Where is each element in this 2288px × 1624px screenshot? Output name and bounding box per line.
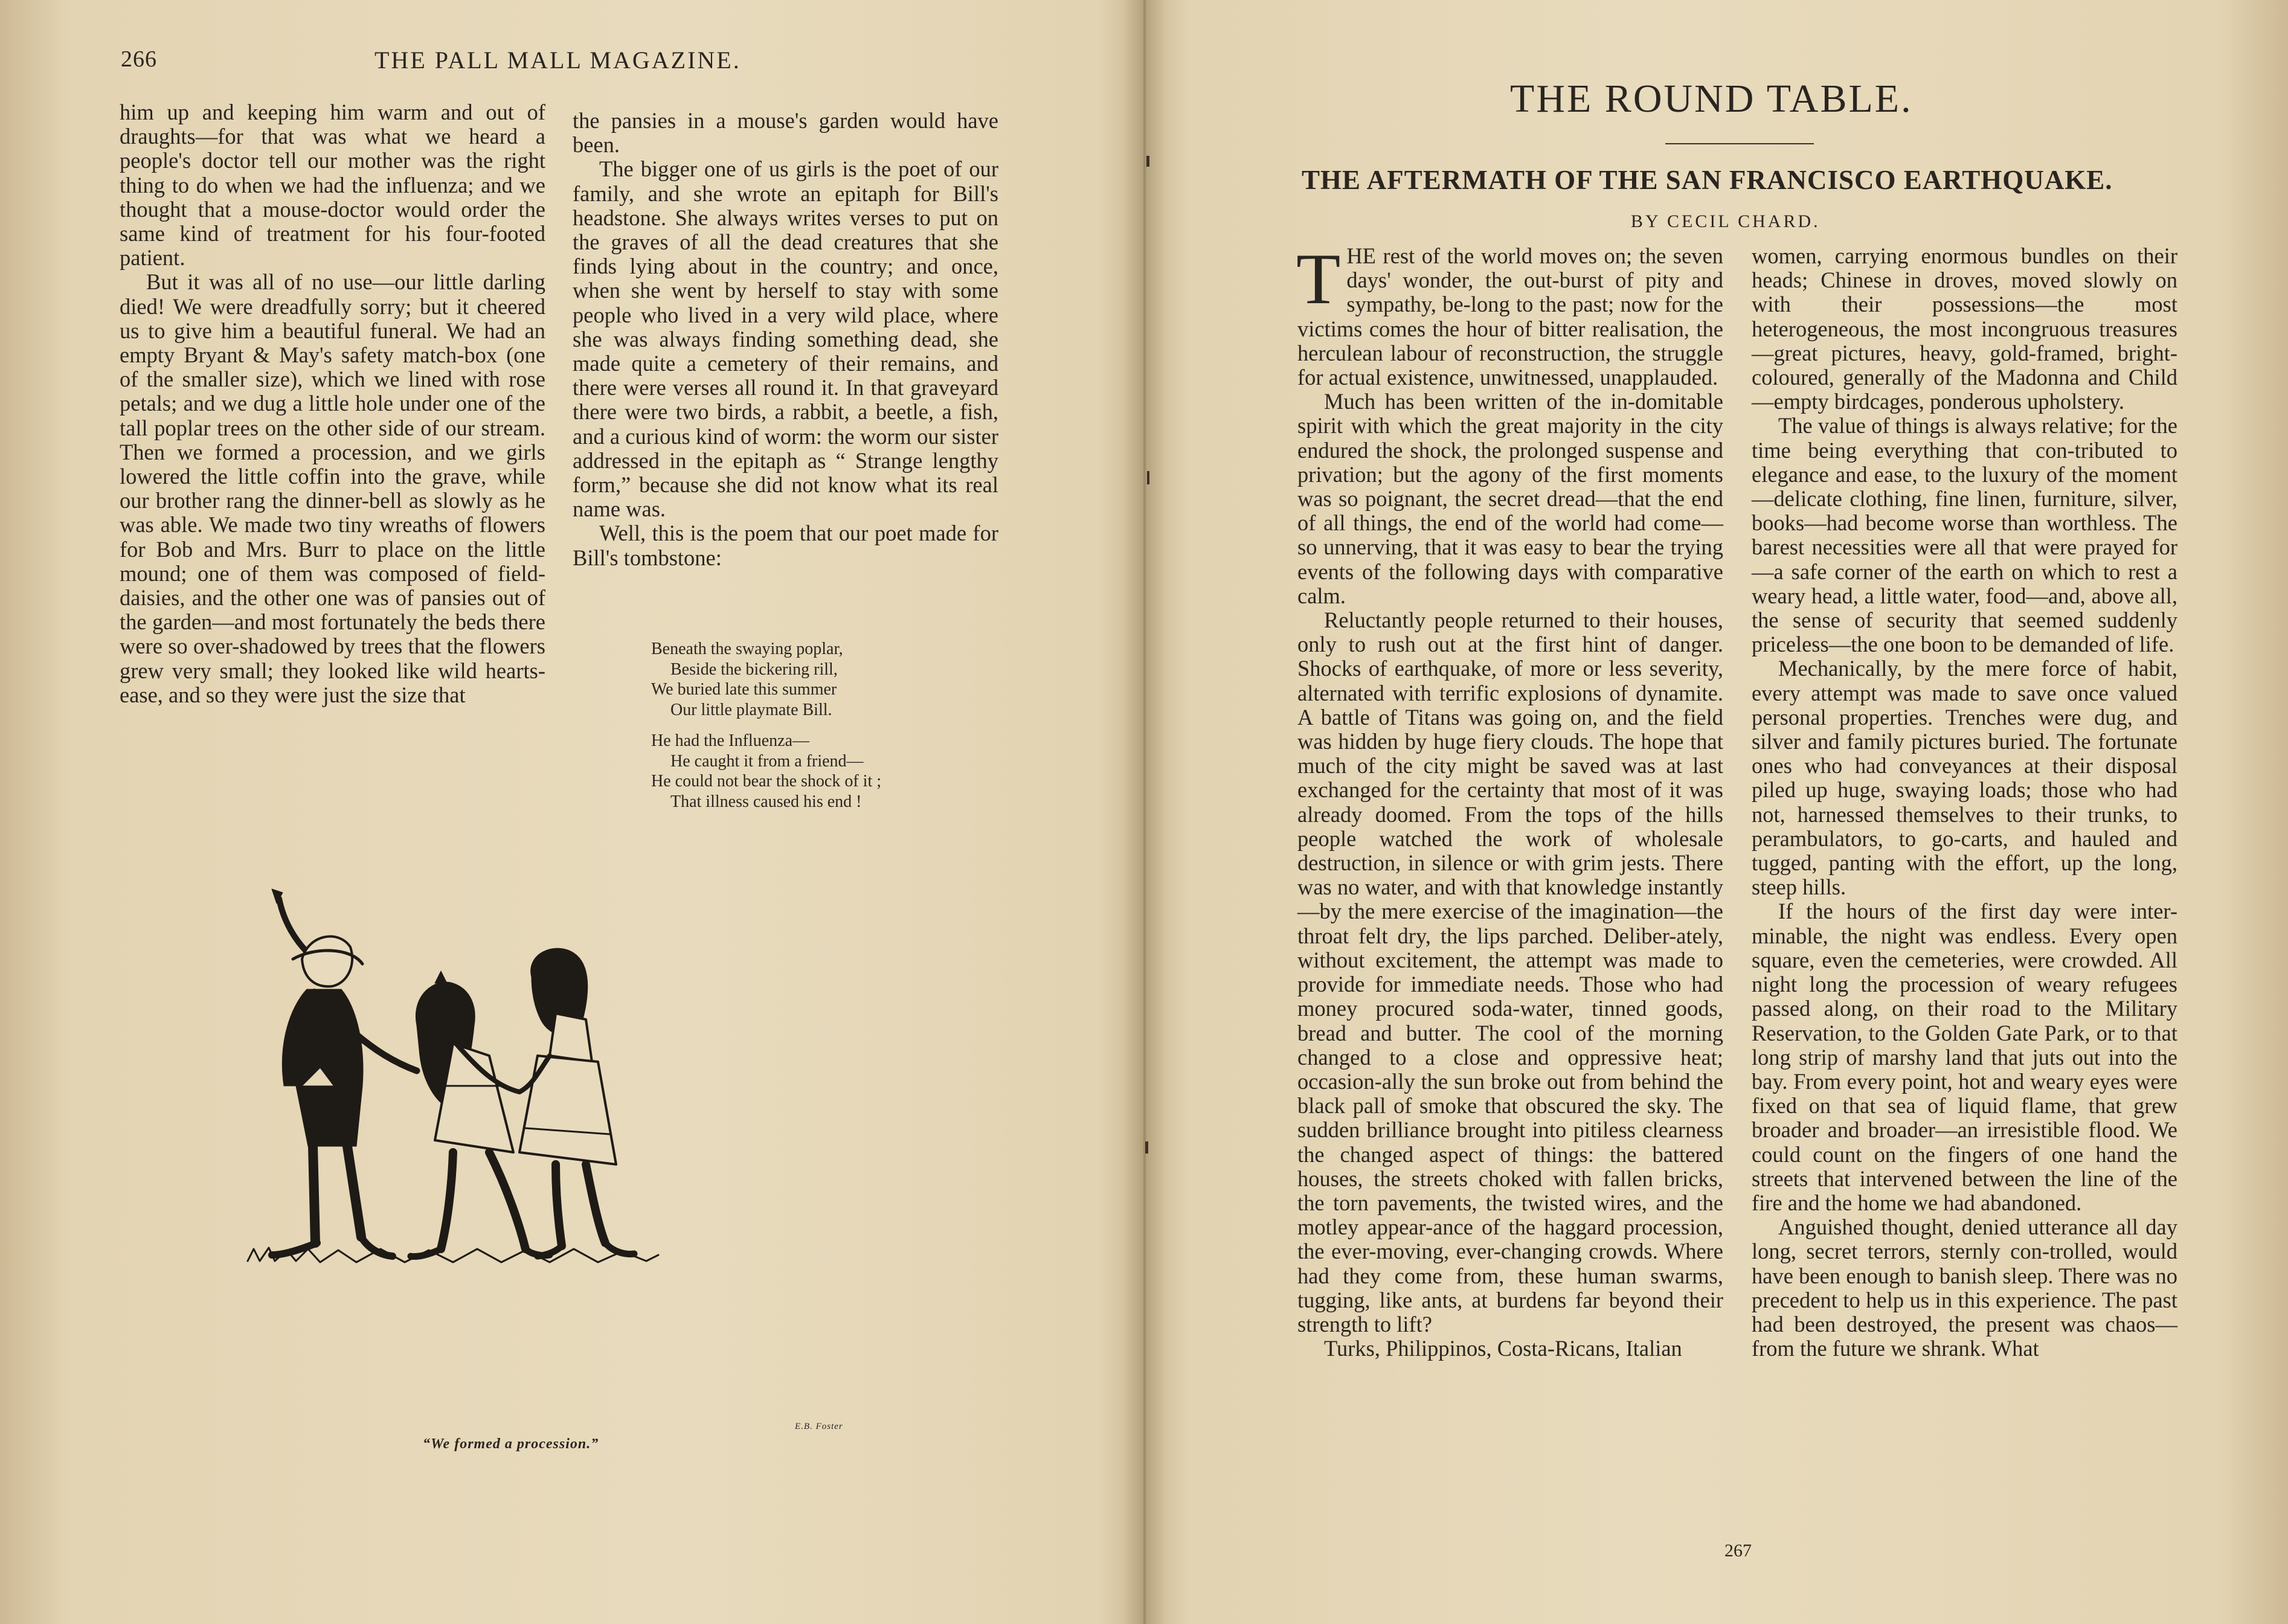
section-title: THE ROUND TABLE. [1510, 77, 1913, 121]
paragraph: The bigger one of us girls is the poet of our family, and she wrote an epitaph for Bill's headstone. She always writes verses to put on the graves of all the dead creatures that she finds lying about in the country; and once, when she went by herself to stay with some people who lived in a very wild place, where she was always finding something dead, she made quite a cemetery of their remains, and there were verses all round it. In that graveyard there were two birds, a rabbit, a beetle, a fish, and a curious kind of worm: the worm our sister addressed in the epitaph as “ Strange lengthy form,” because she did not know what its real name was. [573, 156, 998, 522]
title-rule [1665, 143, 1814, 144]
poem-line: Our little playmate Bill. [670, 700, 832, 719]
binding-mark [1145, 1141, 1148, 1154]
poem-line: Beneath the swaying poplar, [651, 640, 843, 658]
paragraph: Anguished thought, denied utterance all day long, secret terrors, sternly con-trolled, would have been enough to banish sleep. There was no precedent to help us in this experience. The past had been destroyed, the present was chaos—from the future we shrank. What [1752, 1215, 2177, 1361]
paragraph: Well, this is the poem that our poet made for Bill's tombstone: [573, 521, 998, 570]
binding-mark [1147, 471, 1149, 484]
paragraph: women, carrying enormous bundles on their heads; Chinese in droves, moved slowly on with their possessions—the most heterogeneous, the most incongruous treasures—great pictures, heavy, gold-framed, bright-coloured, generally of the Madonna and Child—empty birdcages, ponderous upholstery. [1752, 243, 2177, 414]
paragraph: Reluctantly people returned to their houses, only to rush out at the first hint of danger. Shocks of earthquake, of more or less severity, alternated with terrific explosions of dynamite. A battle of Titans was going on, and the field was hidden by huge fiery clouds. The hope that much of the city might be saved was at last exchanged for the certainty that most of it was already doomed. From the tops of the hills people watched the work of wholesale destruction, in silence or with grim jests. There was no water, and with that knowledge instantly—by the mere exercise of the imagination—the throat felt dry, the lips parched. Deliber-ately, without excitement, the attempt was made to provide for immediate needs. Those who had money procured soda-water, tinned goods, bread and butter. The cool of the morning changed to a close and oppressive heat; occasion-ally the sun broke out from behind the black pall of smoke that obscured the sky. The sudden brilliance brought into pitiless clearness the changed aspect of things: the battered houses, the streets choked with fallen bricks, the torn pavements, the twisted wires, and the motley appear-ance of the haggard procession, the ever-moving, ever-changing crowds. Where had they come from, these human swarms, tugging, like ants, at burdens far beyond their strength to lift? [1297, 608, 1723, 1337]
poem-line: That illness caused his end ! [670, 792, 862, 811]
article-column-1 [1296, 239, 1723, 1361]
poem-line: He caught it from a friend— [670, 751, 864, 771]
paragraph-text: HE rest of the world moves on; the seven days' wonder, the out-burst of pity and sympathy, be-long to the past; now for the victims comes the hour of bitter realisation, the herculean labour of reconstruction, the struggle for actual existence, unwitnessed, unapplauded. [1297, 243, 1723, 390]
paragraph: Much has been written of the in-domitable spirit with which the great majority in the city endured the shock, the prolonged suspense and privation; but the agony of the first moments was so poignant, the secret dread—that the end of all things, the end of the world had come—so unnerving, that it was easy to bear the trying events of the following days with comparative calm. [1297, 389, 1723, 608]
drop-cap: T [1296, 239, 1341, 319]
illustration-caption: “We formed a procession.” [423, 1436, 599, 1452]
poem-line: He could not bear the shock of it ; [651, 772, 882, 791]
poem-line: He had the Influenza— [651, 731, 809, 750]
poem-line: Beside the bickering rill, [670, 660, 838, 679]
paragraph: The value of things is always relative; for the time being everything that con-tributed to elegance and ease, to the luxury of the moment—delicate clothing, fine linen, furniture, silver, books—had become worse than worthless. The barest necessities were all that were prayed for—a safe corner of the earth on which to rest a weary head, a little water, food—and, above all, the sense of security that seemed suddenly priceless—the one boon to be demanded of life. [1752, 413, 2177, 657]
poem-stanza [651, 731, 989, 812]
paragraph [1296, 239, 1723, 390]
text-column-1 [120, 100, 545, 707]
paragraph: If the hours of the first day were inter-minable, the night was endless. Every open square, even the cemeteries, were crowded. All night long the procession of weary refugees passed along, on their road to the Military Reservation, to the Golden Gate Park, or to that long strip of marshy land that juts out into the bay. From every point, hot and weary eyes were fixed on that sea of liquid flame, that grew broader and broader—an irresistible flood. We could count on the fingers of one hand the streets that intervened between the line of the fire and the home we had abandoned. [1752, 899, 2177, 1215]
poem-line: We buried late this summer [651, 680, 837, 699]
binding-mark [1146, 156, 1149, 167]
paragraph: Mechanically, by the mere force of habit, every attempt was made to save once valued personal properties. Trenches were dug, and silver and family pictures buried. The fortunate ones who had conveyances at their disposal piled up huge, swaying loads; those who had not, harnessed themselves to their trunks, to perambulators, to go-carts, and hauled and tugged, panting with the effort, up the long, steep hills. [1752, 656, 2177, 900]
page-number: 267 [1724, 1541, 1752, 1561]
paragraph: him up and keeping him warm and out of draughts—for that was what we heard a people's doctor tell our mother was the right thing to do when we had the influenza; and we thought that a mouse-doctor would order the same kind of treatment for his four-footed patient. [120, 100, 545, 271]
text-column-2 [573, 109, 998, 570]
article-column-2 [1752, 244, 2177, 1361]
procession-illustration [236, 887, 870, 1448]
page-number: 266 [121, 47, 157, 72]
paragraph: But it was all of no use—our little darling died! We were dreadfully sorry; but it cheered us to give him a beautiful funeral. We had an empty Bryant & May's safety match-box (one of the smaller size), which we lined with rose petals; and we dug a little hole under one of the tall poplar trees on the other side of our stream. Then we formed a procession, and we girls lowered the little coffin into the grave, while our brother rang the dinner-bell as slowly as he was able. We made two tiny wreaths of flowers for Bob and Mrs. Burr to place on the little mound; one of them was composed of field-daisies, and the other one was of pansies out of the garden—and most fortunately the beds there were so over-shadowed by trees that the flowers grew very small; they looked like wild hearts-ease, and so they were just the size that [120, 269, 545, 707]
magazine-title: THE PALL MALL MAGAZINE. [374, 47, 741, 74]
illustrator-signature: E.B. Foster [795, 1422, 843, 1431]
epitaph-poem [651, 639, 989, 823]
byline: BY CECIL CHARD. [1631, 211, 1820, 231]
paragraph: Turks, Philippinos, Costa-Ricans, Italian [1324, 1336, 1682, 1361]
article-title: THE AFTERMATH OF THE SAN FRANCISCO EARTHQUAKE. [1302, 165, 2113, 195]
poem-stanza [651, 639, 989, 720]
paragraph: the pansies in a mouse's garden would have been. [573, 108, 998, 158]
